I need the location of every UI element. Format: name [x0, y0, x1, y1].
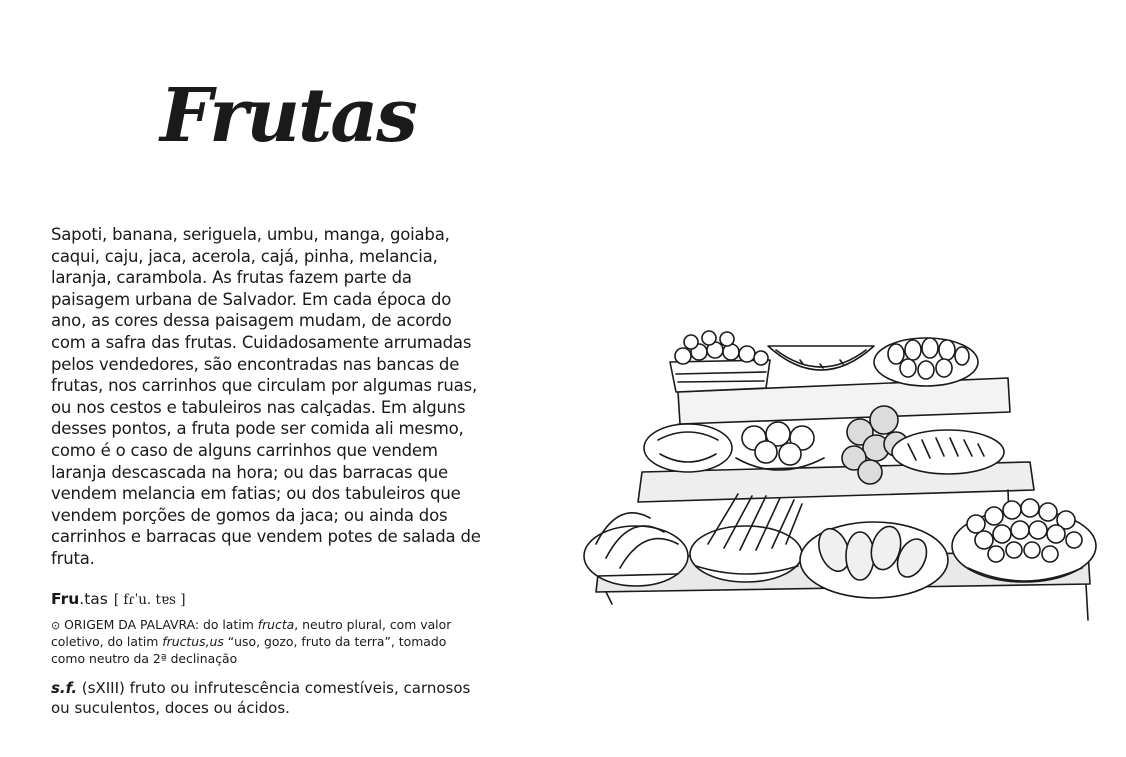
etymology-latin-1: fructa [257, 617, 295, 632]
etymology-latin-2: fructus,us [162, 634, 224, 650]
definition-text: (sXIII) fruto ou infrutescência comestíveis, carnosos ou suculentos, doces ou ácidos. [51, 679, 471, 717]
dictionary-entry-headword [51, 590, 185, 608]
etymology-label: ORIGEM DA PALAVRA: [64, 617, 200, 632]
pronunciation: [ fɾˈu. tɐs ] [113, 592, 186, 608]
origin-icon: ⊙ [51, 619, 61, 632]
fruit-stall-drawing [578, 312, 1108, 632]
fruit-stall-illustration [578, 312, 1108, 632]
body-paragraph: Sapoti, banana, seriguela, umbu, manga, goiaba, caqui, caju, jaca, acerola, cajá, pinha, melancia, laranja, carambola. As frutas fazem parte da paisagem urbana de Salvador. Em cada época do ano, as cores dessa paisagem mudam, de acordo com a safra das frutas. Cuidadosamente arrumadas pelos vendedores, são encontradas nas bancas de frutas, nos carrinhos que circulam por algumas ruas, ou nos cestos e tabuleiros nas calçadas. Em alguns desses pontos, a fruta pode ser comida ali mesmo, como é o caso de alguns carrinhos que vendem laranja descascada na hora; ou das barracas que vendem melancia em fatias; ou dos tabuleiros que vendem porções de gomos da jaca; ou ainda dos carrinhos e barracas que vendem potes de salada de fruta. [51, 225, 481, 568]
headword-bold: Fru [51, 590, 80, 608]
etymology-text-2: , neutro plural, com valor coletivo, do latim [51, 617, 452, 650]
page-title: Frutas [160, 73, 416, 159]
etymology-text-1: do latim [199, 617, 258, 632]
etymology [51, 617, 471, 667]
definition [51, 679, 471, 718]
etymology-text-3: “uso, gozo, fruto da terra”, tomado como neutro da 2ª declinação [51, 634, 447, 666]
part-of-speech: s.f. [51, 679, 78, 697]
headword-rest: .tas [79, 590, 108, 608]
